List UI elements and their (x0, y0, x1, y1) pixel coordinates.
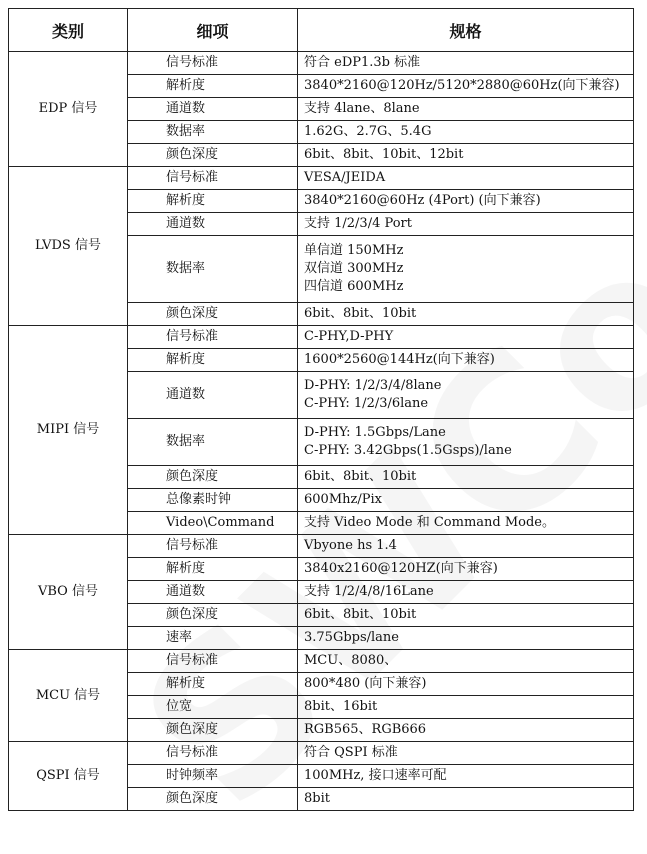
table-row (9, 326, 634, 349)
item-cell: 颜色深度 (128, 719, 298, 742)
item-cell: 数据率 (128, 419, 298, 466)
spec-value-cell: 支持 1/2/4/8/16Lane (298, 581, 634, 604)
item-cell: 解析度 (128, 349, 298, 372)
spec-value-cell: C-PHY,D-PHY (298, 326, 634, 349)
spec-value-cell: 支持 4lane、8lane (298, 98, 634, 121)
item-cell: 时钟频率 (128, 765, 298, 788)
item-cell: 解析度 (128, 673, 298, 696)
spec-body (9, 52, 634, 811)
item-cell: 解析度 (128, 190, 298, 213)
header-category: 类别 (9, 9, 128, 52)
category-cell: VBO 信号 (9, 535, 128, 650)
spec-value-cell: 6bit、8bit、10bit (298, 303, 634, 326)
spec-value-cell: 600Mhz/Pix (298, 489, 634, 512)
category-cell: EDP 信号 (9, 52, 128, 167)
item-cell: Video\Command (128, 512, 298, 535)
spec-value-cell: 100MHz, 接口速率可配 (298, 765, 634, 788)
spec-value-cell: 8bit (298, 788, 634, 811)
item-cell: 信号标准 (128, 742, 298, 765)
spec-value-cell: 3.75Gbps/lane (298, 627, 634, 650)
spec-value-cell: 1.62G、2.7G、5.4G (298, 121, 634, 144)
spec-value-cell: 符合 eDP1.3b 标准 (298, 52, 634, 75)
spec-value-cell: 3840x2160@120HZ(向下兼容) (298, 558, 634, 581)
table-row (9, 650, 634, 673)
item-cell: 通道数 (128, 213, 298, 236)
spec-value-cell: 支持 1/2/3/4 Port (298, 213, 634, 236)
item-cell: 信号标准 (128, 167, 298, 190)
spec-value-cell: 8bit、16bit (298, 696, 634, 719)
item-cell: 颜色深度 (128, 604, 298, 627)
spec-value-cell: 6bit、8bit、10bit、12bit (298, 144, 634, 167)
item-cell: 通道数 (128, 372, 298, 419)
item-cell: 位宽 (128, 696, 298, 719)
item-cell: 解析度 (128, 75, 298, 98)
spec-value-cell: VESA/JEIDA (298, 167, 634, 190)
item-cell: 颜色深度 (128, 466, 298, 489)
item-cell: 信号标准 (128, 535, 298, 558)
item-cell: 信号标准 (128, 650, 298, 673)
header-spec: 规格 (298, 9, 634, 52)
item-cell: 解析度 (128, 558, 298, 581)
spec-value-cell: MCU、8080、 (298, 650, 634, 673)
item-cell: 通道数 (128, 581, 298, 604)
spec-value-cell: D-PHY: 1.5Gbps/Lane C-PHY: 3.42Gbps(1.5Gsps)/lane (298, 419, 634, 466)
category-cell: MIPI 信号 (9, 326, 128, 535)
spec-value-cell: 6bit、8bit、10bit (298, 604, 634, 627)
item-cell: 总像素时钟 (128, 489, 298, 512)
table-row (9, 742, 634, 765)
item-cell: 信号标准 (128, 326, 298, 349)
spec-value-cell: 1600*2560@144Hz(向下兼容) (298, 349, 634, 372)
spec-value-cell: Vbyone hs 1.4 (298, 535, 634, 558)
item-cell: 数据率 (128, 236, 298, 303)
table-row (9, 535, 634, 558)
header-item: 细项 (128, 9, 298, 52)
spec-value-cell: 6bit、8bit、10bit (298, 466, 634, 489)
header-row (9, 9, 634, 52)
spec-value-cell: 单信道 150MHz 双信道 300MHz 四信道 600MHz (298, 236, 634, 303)
table-row (9, 52, 634, 75)
spec-value-cell: 符合 QSPI 标准 (298, 742, 634, 765)
category-cell: QSPI 信号 (9, 742, 128, 811)
spec-value-cell: RGB565、RGB666 (298, 719, 634, 742)
item-cell: 信号标准 (128, 52, 298, 75)
item-cell: 通道数 (128, 98, 298, 121)
spec-value-cell: 800*480 (向下兼容) (298, 673, 634, 696)
spec-value-cell: 支持 Video Mode 和 Command Mode。 (298, 512, 634, 535)
spec-value-cell: D-PHY: 1/2/3/4/8lane C-PHY: 1/2/3/6lane (298, 372, 634, 419)
item-cell: 速率 (128, 627, 298, 650)
item-cell: 颜色深度 (128, 144, 298, 167)
spec-value-cell: 3840*2160@120Hz/5120*2880@60Hz(向下兼容) (298, 75, 634, 98)
spec-value-cell: 3840*2160@60Hz (4Port) (向下兼容) (298, 190, 634, 213)
item-cell: 颜色深度 (128, 303, 298, 326)
category-cell: MCU 信号 (9, 650, 128, 742)
category-cell: LVDS 信号 (9, 167, 128, 326)
item-cell: 数据率 (128, 121, 298, 144)
item-cell: 颜色深度 (128, 788, 298, 811)
table-row (9, 167, 634, 190)
spec-table (8, 8, 634, 811)
